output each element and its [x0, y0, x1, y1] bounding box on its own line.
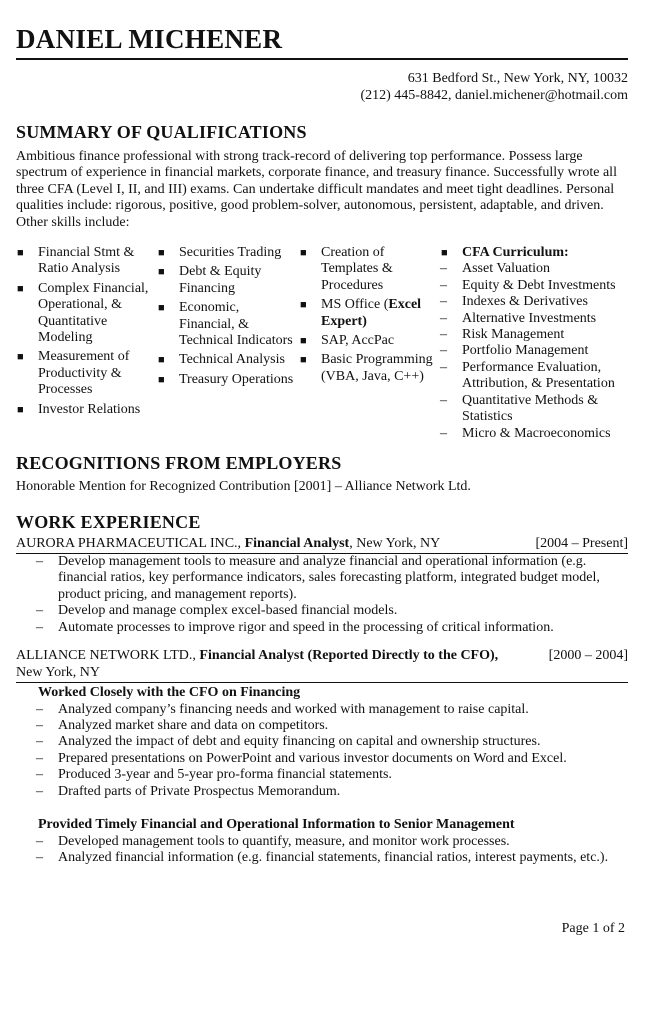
bullet-icon: ■ [300, 354, 307, 367]
job-location: New York, NY [16, 664, 101, 680]
work-title: WORK EXPERIENCE [16, 511, 201, 532]
skill-item: ■ Investor Relations [17, 401, 141, 417]
cfa-item: – Quantitative Methods & Statistics [440, 392, 599, 425]
job-bullet: – Produced 3-year and 5-year pro-forma financial statements. [36, 767, 392, 783]
job-bullet: – Analyzed the impact of debt and equity financing on capital and ownership structures. [36, 734, 541, 750]
job-bullet: – Develop management tools to measure and analyze financial and operational information (e.g. financial ratios, key performance indicators, sales forecasting platform, integrated budget model, product pricing, and management reports). [36, 554, 600, 602]
skill-item: ■ Creation of Templates & Procedures [300, 245, 393, 293]
job-bullet: – Developed management tools to quantify, measure, and monitor work processes. [36, 833, 510, 849]
job-header [16, 648, 628, 665]
company-name: ALLIANCE NETWORK LTD., [16, 648, 200, 664]
cfa-item: – Risk Management [440, 327, 565, 343]
cfa-item: – Alternative Investments [440, 310, 597, 326]
job-bullet: – Analyzed financial information (e.g. financial statements, financial ratios, interest payments, etc.). [36, 849, 609, 865]
skills-column-cfa [440, 245, 628, 442]
address: 631 Bedford St., New York, NY, 10032 [407, 71, 628, 86]
bullet-icon: ■ [300, 299, 307, 312]
bullet-icon: ■ [158, 266, 165, 279]
candidate-name: DANIEL MICHENER [16, 24, 283, 54]
job-rule [16, 682, 628, 683]
bullet-icon: ■ [17, 351, 24, 364]
cfa-item: – Equity & Debt Investments [440, 277, 616, 293]
bullet-icon: ■ [300, 335, 307, 348]
job-dates: [2000 – 2004] [548, 648, 628, 664]
job-bullet: – Automate processes to improve rigor and speed in the processing of critical information. [36, 619, 554, 635]
bullet-icon: ■ [441, 247, 448, 260]
skills-grid [16, 245, 628, 445]
skills-column-2 [157, 245, 297, 391]
skill-item: ■ Financial Stmt & Ratio Analysis [17, 245, 135, 277]
cfa-item: – Indexes & Derivatives [440, 294, 588, 310]
job-bullet: – Drafted parts of Private Prospectus Memorandum. [36, 783, 341, 799]
job-subheading: Worked Closely with the CFO on Financing [38, 685, 301, 701]
job-bullets [16, 702, 628, 800]
recognition-item: Honorable Mention for Recognized Contribution [2001] – Alliance Network Ltd. [16, 479, 471, 495]
job-role: Financial Analyst (Reported Directly to the CFO), [199, 648, 499, 664]
bullet-icon: ■ [300, 247, 307, 260]
company-name: AURORA PHARMACEUTICAL INC., [16, 535, 245, 551]
job-title-line [16, 536, 440, 553]
dash-icon: – [440, 425, 447, 441]
dash-icon: – [440, 277, 447, 293]
skill-item: ■ SAP, AccPac [300, 333, 395, 349]
summary-title: SUMMARY OF QUALIFICATIONS [16, 122, 307, 142]
cfa-item: – Asset Valuation [440, 261, 551, 277]
skill-item: ■ Debt & Equity Financing [158, 264, 262, 296]
job-bullet: – Analyzed company’s financing needs and worked with management to raise capital. [36, 701, 529, 717]
bullet-icon: ■ [158, 373, 165, 386]
job-role: Financial Analyst [244, 535, 350, 551]
job-location: , New York, NY [349, 535, 441, 551]
phone-email: (212) 445-8842, daniel.michener@hotmail.com [360, 88, 628, 103]
cfa-item: – Portfolio Management [440, 343, 589, 359]
cfa-item: – Performance Evaluation, Attribution, & Presentation [440, 359, 615, 392]
skill-item: ■ Economic, Financial, & Technical Indicators [158, 300, 293, 349]
skill-item: ■ Complex Financial, Operational, & Quantitative Modeling [17, 280, 149, 346]
dash-icon: – [440, 343, 447, 359]
summary-text: Ambitious finance professional with strong track-record of delivering top performance. Possess large spectrum of experience in financial markets, corporate finance, and treasury finance. Successfully wrote all three CFA (Level I, II, and III) exams. Can undertake difficult mandates and meet tight deadlines. Personal qualities include: rigorous, positive, good problem-solver, autonomous, persistent, adaptable, and driven. Other skills include: [16, 149, 617, 230]
skill-item: ■ Securities Trading [158, 245, 282, 261]
bullet-icon: ■ [158, 354, 165, 367]
dash-icon: – [440, 310, 447, 326]
skill-item: ■ Measurement of Productivity & Processes [17, 349, 130, 398]
page-number: Page 1 of 2 [561, 921, 625, 936]
header-rule [16, 58, 628, 60]
job-dates: [2004 – Present] [535, 535, 628, 551]
dash-icon: – [440, 261, 447, 277]
cfa-heading: ■ CFA Curriculum: [441, 245, 569, 261]
skills-column-3 [299, 245, 434, 388]
skills-column-1 [16, 245, 151, 421]
dash-icon: – [440, 327, 447, 343]
job-bullet: – Develop and manage complex excel-based financial models. [36, 603, 398, 619]
skill-item: ■ MS Office (Excel Expert) [300, 297, 422, 329]
job-subheading: Provided Timely Financial and Operational Information to Senior Management [38, 817, 515, 832]
bullet-icon: ■ [17, 247, 24, 260]
job-title-line [16, 648, 498, 665]
job-bullet: – Prepared presentations on PowerPoint and various investor documents on Word and Excel. [36, 750, 567, 766]
recognitions-title: RECOGNITIONS FROM EMPLOYERS [16, 453, 342, 474]
skill-item: ■ Treasury Operations [158, 371, 294, 387]
dash-icon: – [440, 294, 447, 310]
resume-page [16, 24, 628, 866]
job-header [16, 536, 628, 553]
bullet-icon: ■ [158, 247, 165, 260]
bullet-icon: ■ [158, 302, 165, 315]
skill-item: ■ Technical Analysis [158, 352, 285, 368]
dash-icon: – [440, 359, 447, 375]
dash-icon: – [440, 392, 447, 408]
bullet-icon: ■ [17, 403, 24, 416]
job-bullet: – Analyzed market share and data on competitors. [36, 717, 329, 733]
job-bullets [16, 554, 628, 636]
contact-block [16, 70, 628, 104]
bullet-icon: ■ [17, 282, 24, 295]
cfa-item: – Micro & Macroeconomics [440, 425, 611, 441]
job-bullets [16, 834, 628, 867]
skill-item: ■ Basic Programming (VBA, Java, C++) [300, 352, 433, 384]
